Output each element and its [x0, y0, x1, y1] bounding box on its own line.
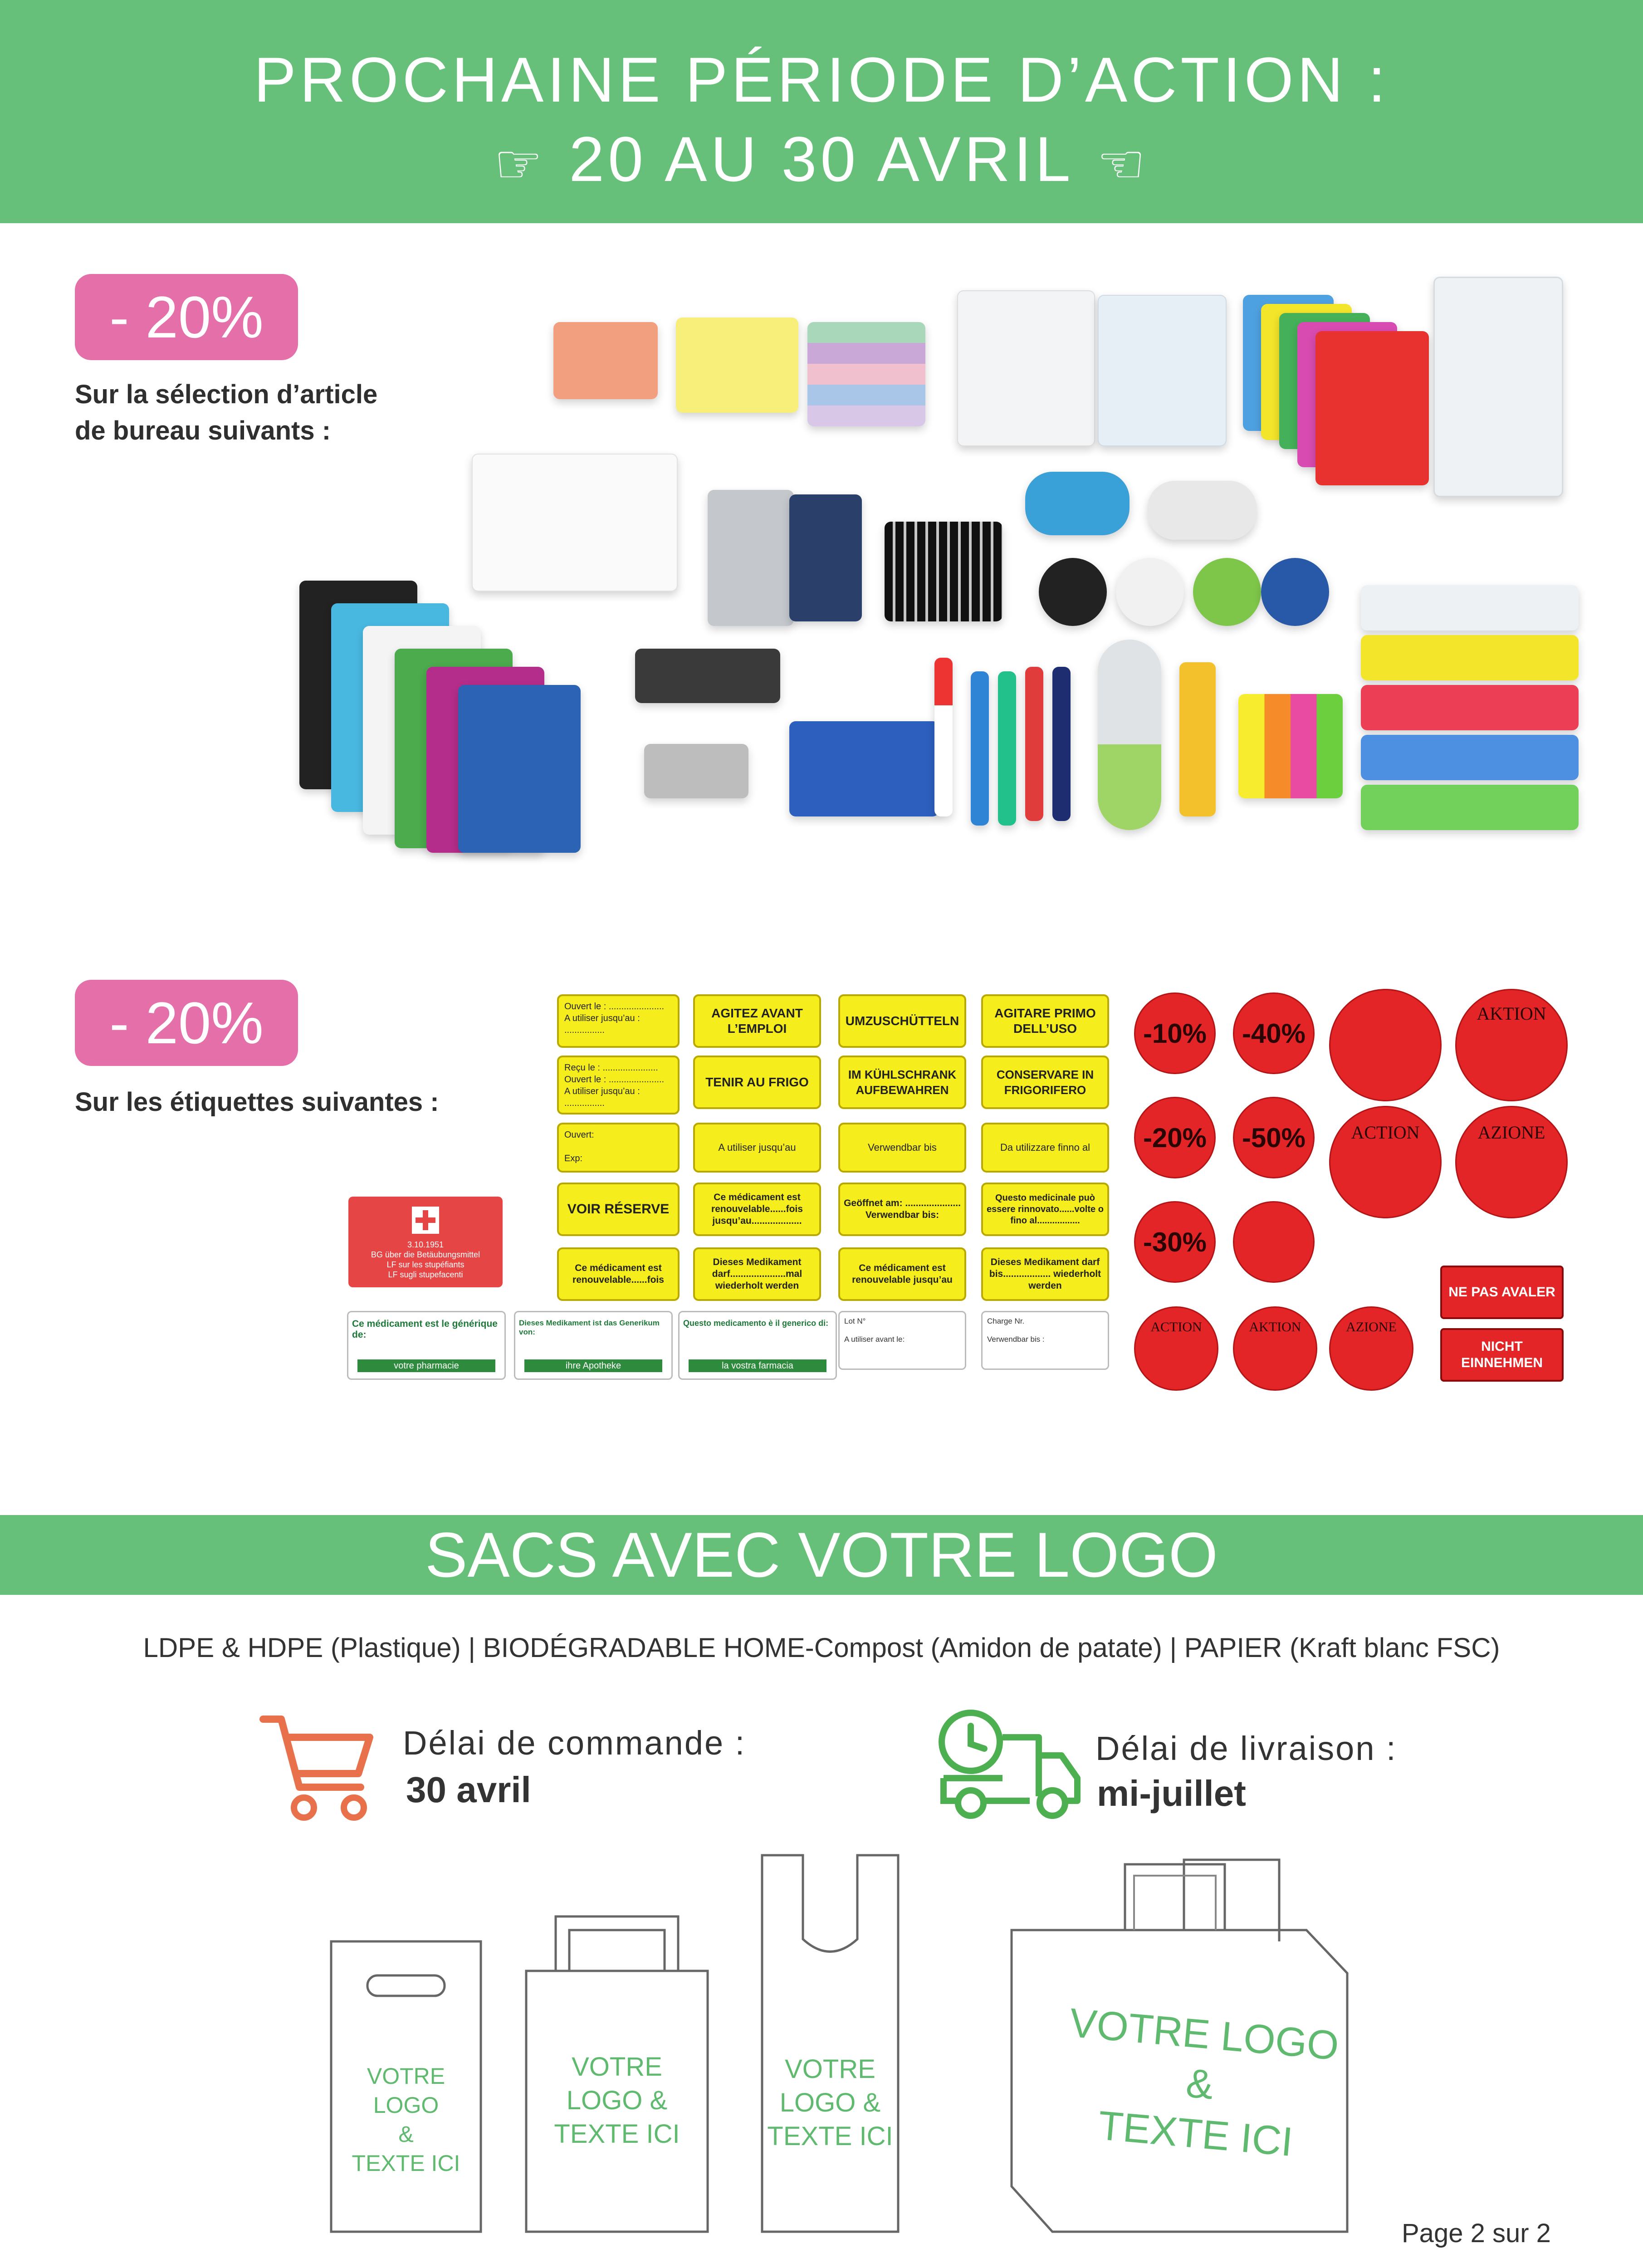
calculator-image: [708, 490, 794, 626]
header-title-line2: [0, 122, 1643, 196]
label-generique-de: [514, 1311, 673, 1380]
swiss-line2: LF sur les stupéfiants: [386, 1260, 465, 1269]
bag4-logo-placeholder: VOTRE LOGO & TEXTE ICI: [1067, 2000, 1341, 2165]
cutter-knife-image: [1179, 662, 1216, 816]
label-form-ouvert: Ouvert le : ...................... A utiliser jusqu’au : ................: [557, 994, 680, 1048]
label-agitare: AGITARE PRIMO DELL’USO: [981, 994, 1109, 1048]
circle-sticker-40: -40%: [1233, 992, 1315, 1074]
folder-red-image: [1315, 331, 1429, 485]
label-da-utilizzare: Da utilizzare finno al: [981, 1123, 1109, 1173]
label-generique-fr: [347, 1311, 506, 1380]
clip-holder-green-image: [1193, 558, 1261, 626]
label-generique-it: [678, 1311, 837, 1380]
discount-badge-office: - 20%: [75, 274, 298, 360]
shopping-cart-icon: [259, 1710, 377, 1828]
circle-sticker-plain-small: [1233, 1201, 1315, 1283]
circle-sticker-aktion-small: AKTION: [1233, 1306, 1317, 1391]
header-title-line1: PROCHAINE PÉRIODE D’ACTION :: [254, 44, 1389, 115]
label-renouvelable-fois: Ce médicament est renouvelable......fois: [557, 1247, 680, 1301]
label-geoffnet: Geöffnet am: ..................... Verwendbar bis:: [838, 1183, 966, 1236]
bags-illustration: [0, 1842, 1643, 2241]
label-swiss-stupefiants: [348, 1197, 503, 1287]
circle-sticker-action-large: ACTION: [1329, 1106, 1442, 1218]
generique-de-title: Dieses Medikament ist das Generikum von:: [519, 1319, 660, 1336]
circle-sticker-azione-small: AZIONE: [1329, 1306, 1413, 1391]
label-ne-pas-avaler: NE PAS AVALER: [1440, 1266, 1564, 1319]
pen-black-image: [1052, 667, 1071, 821]
tshirt-bag-outline: [762, 1855, 898, 2232]
bag-materials: LDPE & HDPE (Plastique) | BIODÉGRADABLE HOME-Compost (Amidon de patate) | PAPIER (Kraft blanc FSC): [143, 1633, 1500, 1663]
tape-dispenser-image: [553, 322, 658, 399]
tape-roller-image: [1148, 481, 1257, 540]
label-tenir-au-frigo: TENIR AU FRIGO: [693, 1056, 821, 1109]
flat-handle-loop: [556, 1916, 678, 1971]
label-voir-reserve: VOIR RÉSERVE: [557, 1183, 680, 1236]
letter-tray-green-image: [1361, 785, 1579, 830]
calculator-case-image: [789, 494, 862, 621]
bag3-logo-placeholder: VOTRE LOGO & TEXTE ICI: [767, 2054, 893, 2151]
office-desc-line2: de bureau suivants :: [75, 416, 331, 445]
pen-green-image: [998, 671, 1016, 826]
swiss-date: 3.10.1951: [407, 1240, 444, 1249]
label-verwendbar-bis: Verwendbar bis: [838, 1123, 966, 1173]
scissors-image: [1098, 640, 1161, 830]
pen-red-image: [1025, 667, 1043, 821]
label-renouvelable-jusquau-2: Ce médicament est renouvelable jusqu’au: [838, 1247, 966, 1301]
delivery-truck-clock-icon: [934, 1706, 1084, 1833]
label-nicht-einnehmen: NICHT EINNEHMEN: [1440, 1328, 1564, 1382]
delivery-deadline-label: Délai de livraison :: [1095, 1730, 1397, 1767]
generique-it-foot: la vostra farmacia: [689, 1359, 826, 1372]
label-form-exp: Ouvert: Exp:: [557, 1123, 680, 1173]
letter-tray-white-image: [1361, 585, 1579, 631]
discount-badge-labels: - 20%: [75, 980, 298, 1066]
clip-holder-blue-image: [1261, 558, 1329, 626]
bags-section-banner: SACS AVEC VOTRE LOGO: [0, 1515, 1643, 1595]
correction-tape-image: [1025, 472, 1130, 535]
clip-holder-white-image: [1116, 558, 1184, 626]
label-kuhlschrank: IM KÜHLSCHRANK AUFBEWAHREN: [838, 1056, 966, 1109]
clip-holder-black-image: [1039, 558, 1107, 626]
label-agitez: AGITEZ AVANT L’EMPLOI: [693, 994, 821, 1048]
sticky-notes-yellow-image: [676, 318, 798, 413]
sheet-protector-image: [957, 290, 1095, 446]
circle-sticker-50: -50%: [1233, 1097, 1315, 1178]
staples-image: [644, 744, 748, 798]
label-renouvelable-jusquau: Ce médicament est renouvelable......fois jusqu’au...................: [693, 1183, 821, 1236]
circle-sticker-aktion-large: AKTION: [1455, 989, 1568, 1101]
label-lot-fr: Lot N° A utiliser avant le:: [838, 1311, 966, 1370]
envelopes-image: [472, 454, 678, 591]
batteries-image: [885, 522, 1002, 621]
label-dieses-medikament-bis: Dieses Medikament darf bis.................. wiederholt werden: [981, 1247, 1109, 1301]
circle-sticker-azione-large: AZIONE: [1455, 1106, 1568, 1218]
generique-fr-foot: votre pharmacie: [357, 1359, 495, 1372]
letter-tray-blue-image: [1361, 735, 1579, 780]
circle-sticker-20: -20%: [1134, 1097, 1216, 1178]
labels-description: Sur les étiquettes suivantes :: [75, 1087, 439, 1117]
action-dates: 20 AU 30 AVRIL: [569, 123, 1074, 195]
label-conservare: CONSERVARE IN FRIGORIFERO: [981, 1056, 1109, 1109]
generique-it-title: Questo medicamento è il generico di:: [683, 1319, 829, 1328]
swiss-cross-icon: [412, 1207, 439, 1234]
generique-de-foot: ihre Apotheke: [524, 1359, 662, 1372]
generique-fr-title: Ce médicament est le générique de:: [352, 1319, 498, 1340]
label-form-recu: Reçu le : ...................... Ouvert le : ...................... A utiliser jusqu’au : ................: [557, 1056, 680, 1114]
label-charge-de: Charge Nr. Verwendbar bis :: [981, 1311, 1109, 1370]
sticky-notes-pastel-image: [807, 322, 925, 426]
pen-blue-image: [971, 671, 989, 826]
circle-sticker-10: -10%: [1134, 992, 1216, 1074]
pointing-hand-right-icon: ☞: [494, 133, 547, 195]
circle-sticker-30: -30%: [1134, 1201, 1216, 1283]
stapler-image: [635, 649, 780, 703]
clipboard-blue-image: [458, 685, 581, 853]
label-umzuschutteln: UMZUSCHÜTTELN: [838, 994, 966, 1048]
acrylic-display-stand-image: [1433, 277, 1563, 497]
office-products-collage: [290, 268, 1579, 848]
bag1-logo-placeholder: VOTRE LOGO & TEXTE ICI: [352, 2063, 460, 2176]
pointing-hand-left-icon: ☜: [1096, 133, 1149, 195]
clear-folder-image: [1098, 295, 1227, 446]
label-questo-medicinale: Questo medicinale può essere rinnovato......volte o fino al.................: [981, 1183, 1109, 1236]
hole-punch-image: [789, 721, 939, 816]
bag2-logo-placeholder: VOTRE LOGO & TEXTE ICI: [554, 2052, 680, 2149]
swiss-line1: BG über die Betäubungsmittel: [371, 1250, 480, 1259]
letter-tray-yellow-image: [1361, 635, 1579, 680]
swiss-line3: LF sugli stupefacenti: [388, 1270, 463, 1279]
header-banner: [0, 0, 1643, 223]
page-number: Page 2 sur 2: [1402, 2219, 1551, 2248]
die-cut-handle-hole: [367, 1975, 445, 1996]
circle-sticker-action-small: ACTION: [1134, 1306, 1218, 1391]
letter-tray-red-image: [1361, 685, 1579, 730]
highlighters-image: [1238, 694, 1343, 798]
order-deadline-label: Délai de commande :: [403, 1724, 746, 1762]
label-dieses-medikament-mal: Dieses Medikament darf.....................mal wiederholt werden: [693, 1247, 821, 1301]
delivery-deadline-value: mi-juillet: [1097, 1773, 1246, 1813]
label-utiliser-jusquau: A utiliser jusqu’au: [693, 1123, 821, 1173]
office-desc-line1: Sur la sélection d’article: [75, 380, 378, 409]
circle-sticker-plain-large: [1329, 989, 1442, 1101]
order-deadline-value: 30 avril: [406, 1769, 531, 1810]
four-color-pen-image: [934, 658, 953, 816]
